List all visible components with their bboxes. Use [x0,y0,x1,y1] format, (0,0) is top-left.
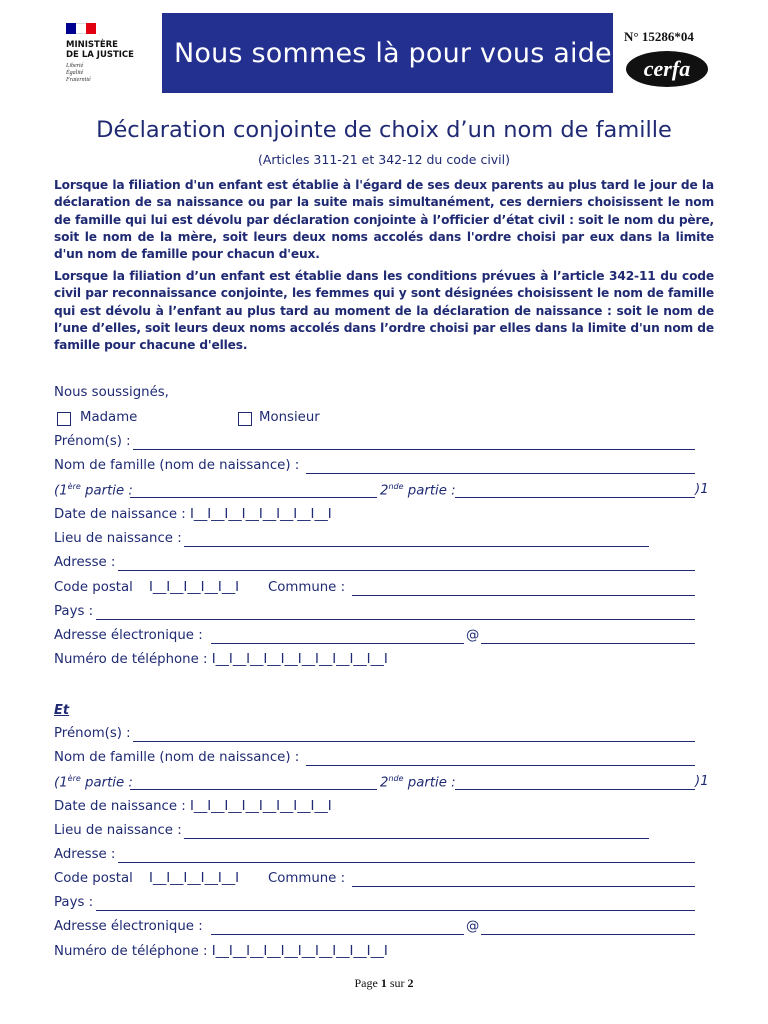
madame-checkbox[interactable] [57,412,71,426]
date-naissance-field-1[interactable]: I__I__I__I__I__I__I__I__I [190,507,332,522]
lieu-naissance-label-1: Lieu de naissance : [54,531,182,546]
email-at-2: @ [466,919,480,934]
prenoms-field-1[interactable] [133,449,695,450]
lieu-naissance-label-2: Lieu de naissance : [54,823,182,838]
prenoms-field-2[interactable] [133,741,695,742]
motto [66,63,91,84]
page-number [0,976,768,991]
date-naissance-field-2[interactable]: I__I__I__I__I__I__I__I__I [190,799,332,814]
commune-label-1: Commune : [268,580,346,595]
monsieur-label: Monsieur [259,410,320,425]
nom-famille-label-2: Nom de famille (nom de naissance) : [54,750,300,765]
code-postal-label-2: Code postal [54,871,133,886]
lieu-naissance-field-1[interactable] [184,546,649,547]
email-domain-field-2[interactable] [481,934,695,935]
prenoms-label-1: Prénom(s) : [54,434,131,449]
email-user-field-2[interactable] [211,934,464,935]
nom-famille-label-1: Nom de famille (nom de naissance) : [54,458,300,473]
intro-paragraph-2: Lorsque la filiation d’un enfant est établie dans les conditions prévues à l’article 342-11 du code civil par reconnaissance conjointe, les femmes qui y sont désignées choisissent le nom de famille qui est dévolu à l’enfant au plus tard au moment de la déclaration de naissance : soit le nom de l’une d’elles, soit leurs deux noms accolés dans l’ordre choisi par elles dans la limite d'un nom de famille pour chacune d'elles. [54,269,714,353]
nom-famille-field-1[interactable] [306,473,695,474]
partie2-field-1[interactable] [455,497,695,498]
adresse-label-1: Adresse : [54,555,116,570]
date-naissance-label-2: Date de naissance : I__I__I__I__I__I__I__I__I [54,799,332,814]
partie2-label-2: 2nde partie : [380,774,456,791]
commune-field-2[interactable] [352,886,695,887]
partie-footnote-2: )1 [695,774,709,789]
motto-egalite: Égalité [66,70,84,76]
et-separator: Et [54,703,70,718]
madame-label: Madame [80,410,138,425]
code-postal-field-2[interactable]: I__I__I__I__I__I [149,871,240,886]
lieu-naissance-field-2[interactable] [184,838,649,839]
email-user-field-1[interactable] [211,643,464,644]
ministry-line2: DE LA JUSTICE [66,50,134,60]
code-postal-field-1[interactable]: I__I__I__I__I__I [149,580,240,595]
partie2-label-1: 2nde partie : [380,482,456,499]
ministry-name [66,40,134,60]
partie1-label-1: (1ère partie : [54,482,133,499]
ministry-line1: MINISTÈRE [66,40,118,50]
partie1-label-2: (1ère partie : [54,774,133,791]
pays-label-1: Pays : [54,604,94,619]
email-at-1: @ [466,628,480,643]
page-total: 2 [407,976,414,990]
partie-footnote-1: )1 [695,482,709,497]
header-banner: Nous sommes là pour vous aider [162,13,613,93]
date-naissance-label-1: Date de naissance : I__I__I__I__I__I__I__I__I [54,507,332,522]
telephone-field-1[interactable]: I__I__I__I__I__I__I__I__I__I__I [211,652,388,667]
telephone-field-2[interactable]: I__I__I__I__I__I__I__I__I__I__I [211,944,388,959]
page-subtitle: (Articles 311-21 et 342-12 du code civil) [257,152,511,167]
page-word: Page [354,976,378,990]
page-current: 1 [380,976,387,990]
cerfa-number: N° 15286*04 [624,29,694,44]
page-sur: sur [389,976,405,990]
code-postal-label-1: Code postal [54,580,133,595]
email-domain-field-1[interactable] [481,643,695,644]
motto-liberte: Liberté [66,63,84,69]
telephone-label-1: Numéro de téléphone : I__I__I__I__I__I__I__I__I__I__I [54,652,388,667]
pays-field-2[interactable] [96,910,695,911]
french-flag-icon [66,23,96,34]
pays-label-2: Pays : [54,895,94,910]
page-title: Déclaration conjointe de choix d’un nom de famille [96,117,672,143]
monsieur-checkbox[interactable] [238,412,252,426]
commune-label-2: Commune : [268,871,346,886]
partie1-field-1[interactable] [130,497,377,498]
nom-famille-field-2[interactable] [306,765,695,766]
partie2-field-2[interactable] [455,789,695,790]
prenoms-label-2: Prénom(s) : [54,726,131,741]
adresse-label-2: Adresse : [54,847,116,862]
partie1-field-2[interactable] [130,789,377,790]
telephone-label-2: Numéro de téléphone : I__I__I__I__I__I__I__I__I__I__I [54,944,388,959]
email-label-1: Adresse électronique : [54,628,203,643]
cerfa-logo: cerfa [626,51,708,87]
commune-field-1[interactable] [352,595,695,596]
pays-field-1[interactable] [96,619,695,620]
email-label-2: Adresse électronique : [54,919,203,934]
form-intro: Nous soussignés, [54,385,169,400]
intro-paragraph-1: Lorsque la filiation d'un enfant est établie à l'égard de ses deux parents au plus tard le jour de la déclaration de sa naissance ou par la suite mais simultanément, ces derniers choisissent le nom de famille qui lui est dévolu par déclaration conjointe à l’officier d’état civil : soit le nom du père, soit le nom de la mère, soit leurs deux noms accolés dans l'ordre choisi par eux dans la limite d'un nom de famille pour chacun d'eux. [54,178,714,262]
adresse-field-2[interactable] [118,862,695,863]
motto-fraternite: Fraternité [66,77,91,83]
adresse-field-1[interactable] [118,570,695,571]
ministry-logo [60,20,155,90]
